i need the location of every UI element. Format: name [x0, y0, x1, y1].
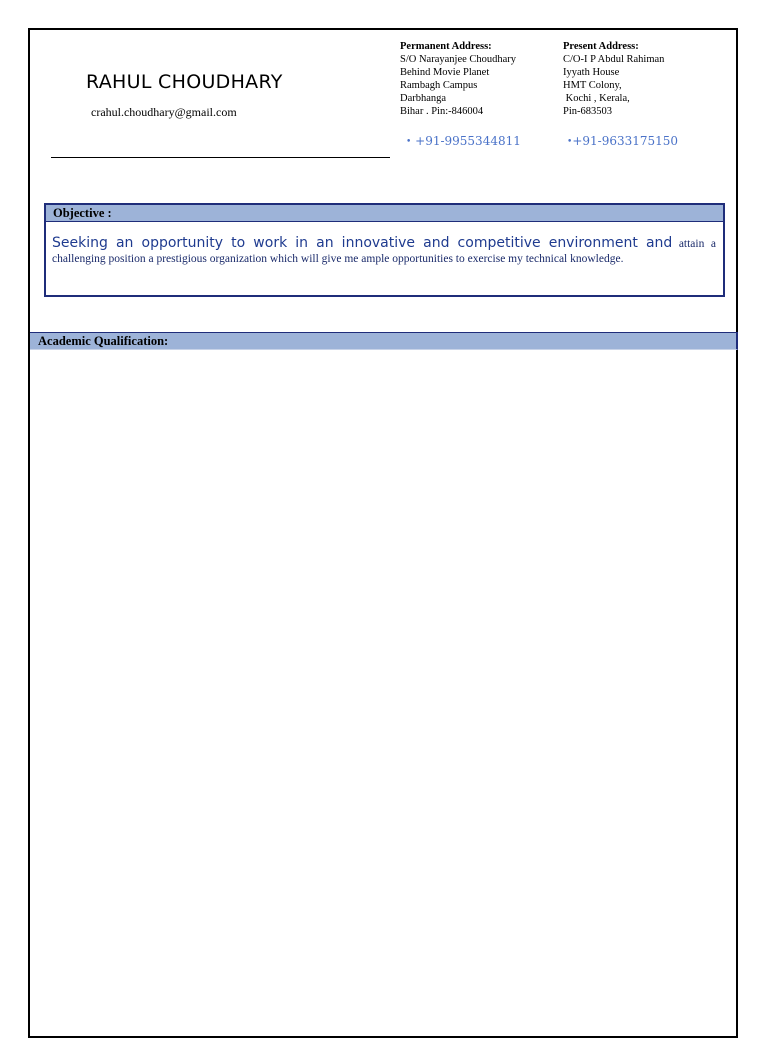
bullet-icon: •: [406, 137, 412, 147]
bullet-icon: •: [567, 137, 573, 147]
permanent-address-line: S/O Narayanjee Choudhary: [400, 53, 517, 65]
present-address-line: Kochi , Kerala,: [563, 92, 630, 104]
candidate-email[interactable]: crahul.choudhary@gmail.com: [91, 105, 237, 119]
present-address-line: C/O-I P Abdul Rahiman: [563, 53, 665, 65]
present-address-block: [563, 41, 664, 118]
objective-text: [46, 222, 723, 267]
present-address-line: Pin-683503: [563, 105, 613, 117]
present-phone: [567, 134, 678, 148]
present-address-line: Iyyath House: [563, 66, 620, 78]
permanent-address-heading: Permanent Address:: [400, 41, 492, 52]
permanent-address-line: Behind Movie Planet: [400, 66, 490, 78]
permanent-address-line: Bihar . Pin:-846004: [400, 105, 484, 117]
permanent-phone: [406, 134, 521, 148]
present-address-line: HMT Colony,: [563, 79, 622, 91]
resume-page-border: [28, 28, 738, 1038]
permanent-address-block: [400, 41, 516, 118]
academic-qualification-heading: Academic Qualification:: [30, 332, 738, 350]
objective-text-lead: Seeking an opportunity to work in an innovative and competitive environment and: [52, 235, 673, 251]
objective-heading: Objective :: [46, 205, 723, 222]
permanent-phone-number: +91-9955344811: [415, 134, 521, 148]
permanent-address-line: Darbhanga: [400, 92, 447, 104]
present-address-heading: Present Address:: [563, 41, 639, 52]
candidate-name: RAHUL CHOUDHARY: [86, 71, 283, 93]
permanent-address-line: Rambagh Campus: [400, 79, 478, 91]
objective-section: [44, 203, 725, 297]
objective-text-rest: attain a challenging position a prestigious organization which will give me ample opportunities to exercise my technical knowledge.: [52, 238, 716, 265]
present-phone-number: +91-9633175150: [572, 134, 679, 148]
header-divider: [51, 157, 390, 158]
